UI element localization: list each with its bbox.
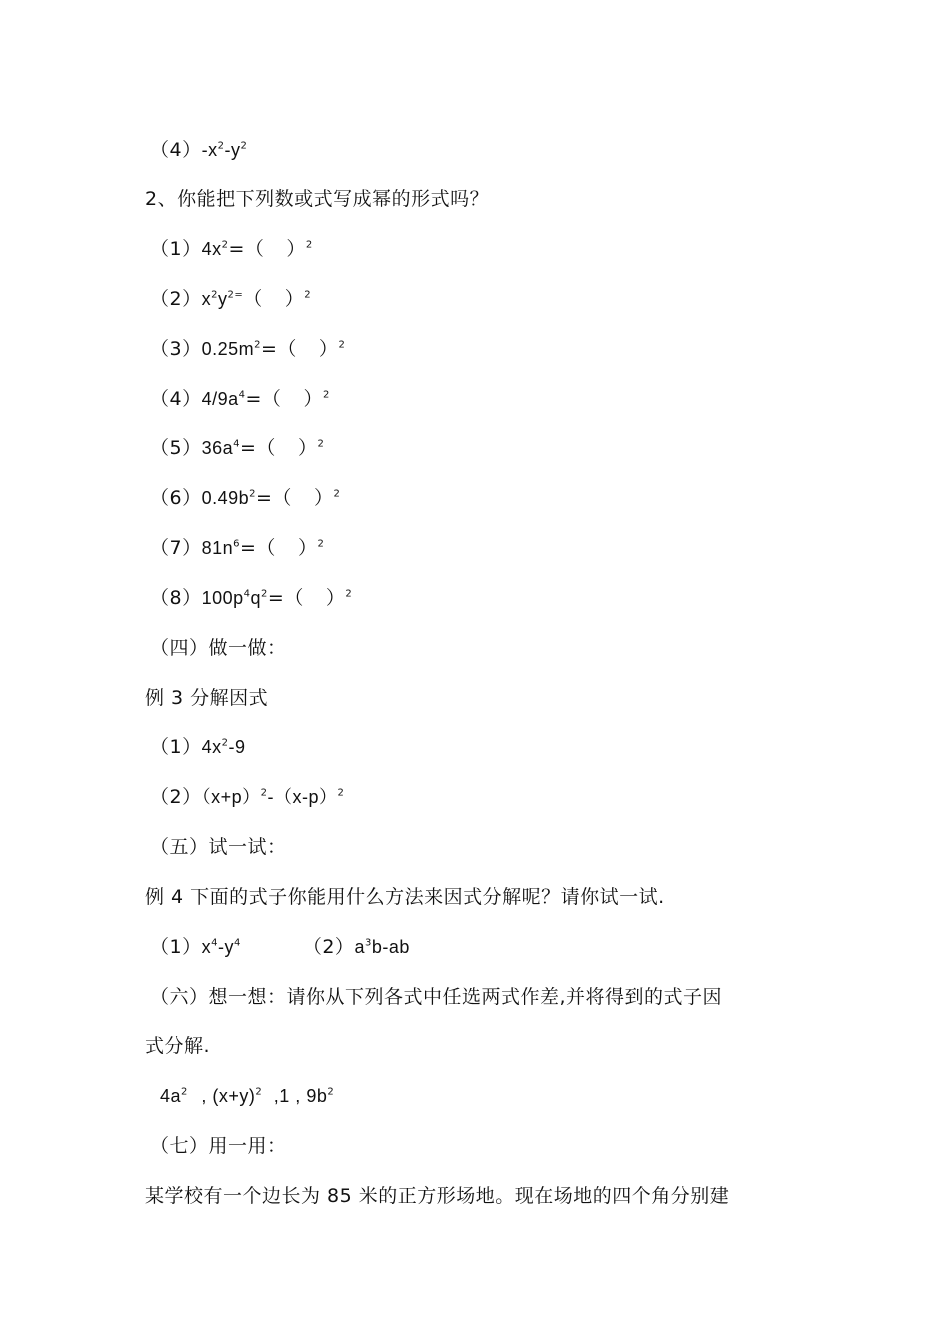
section-4-heading: （四）做一做： (150, 637, 287, 659)
power-item-8: $(8)100p^4q^2=$（ ）$^2$ (150, 587, 353, 609)
example-4-items: $(1)x^4-y^4$ $(2)a^3b-ab$ (150, 936, 410, 958)
power-item-6: $(6)0.49b^2=$（ ）$^2$ (150, 487, 341, 509)
power-item-2: $(2)x^2y^{2=}$（ ）$^2$ (150, 288, 312, 310)
example-3-item-1: $(1)4x^2-9$ (150, 736, 246, 758)
section-5-heading: （五）试一试： (150, 836, 287, 858)
section-6-text-line-2: 式分解. (145, 1035, 211, 1057)
power-item-1: $(1)4x^2=$（ ）$^2$ (150, 238, 313, 260)
power-item-4: $(4)4/9a^4=$（ ）$^2$ (150, 388, 330, 410)
example-3-item-2: $(2)(x+p)^2-(x-p)^2$ (150, 786, 345, 808)
power-item-7: $(7)81n^6=$（ ）$^2$ (150, 537, 325, 559)
example-4-text: 例 4 下面的式子你能用什么方法来因式分解呢？请你试一试. (145, 886, 665, 908)
question-2: 2、你能把下列数或式写成幂的形式吗？ (145, 188, 490, 210)
example-3-heading: 例 3 分解因式 (145, 687, 269, 709)
problem-text: 某学校有一个边长为 85 米的正方形场地。现在场地的四个角分别建 (145, 1185, 730, 1207)
section-6-text-line-1: （六）想一想：请你从下列各式中任选两式作差,并将得到的式子因 (150, 986, 723, 1008)
item-4-neg-x2-y2: $(4)-x^2-y^2$ (150, 139, 248, 161)
power-item-5: $(5)36a^4=$（ ）$^2$ (150, 437, 325, 459)
power-item-3: $(3)0.25m^2=$（ ）$^2$ (150, 338, 346, 360)
section-7-heading: （七）用一用： (150, 1135, 287, 1157)
expression-list: $4a^2$ , $(x+y)^2$ ,1 , $9b^2$ (160, 1086, 335, 1106)
